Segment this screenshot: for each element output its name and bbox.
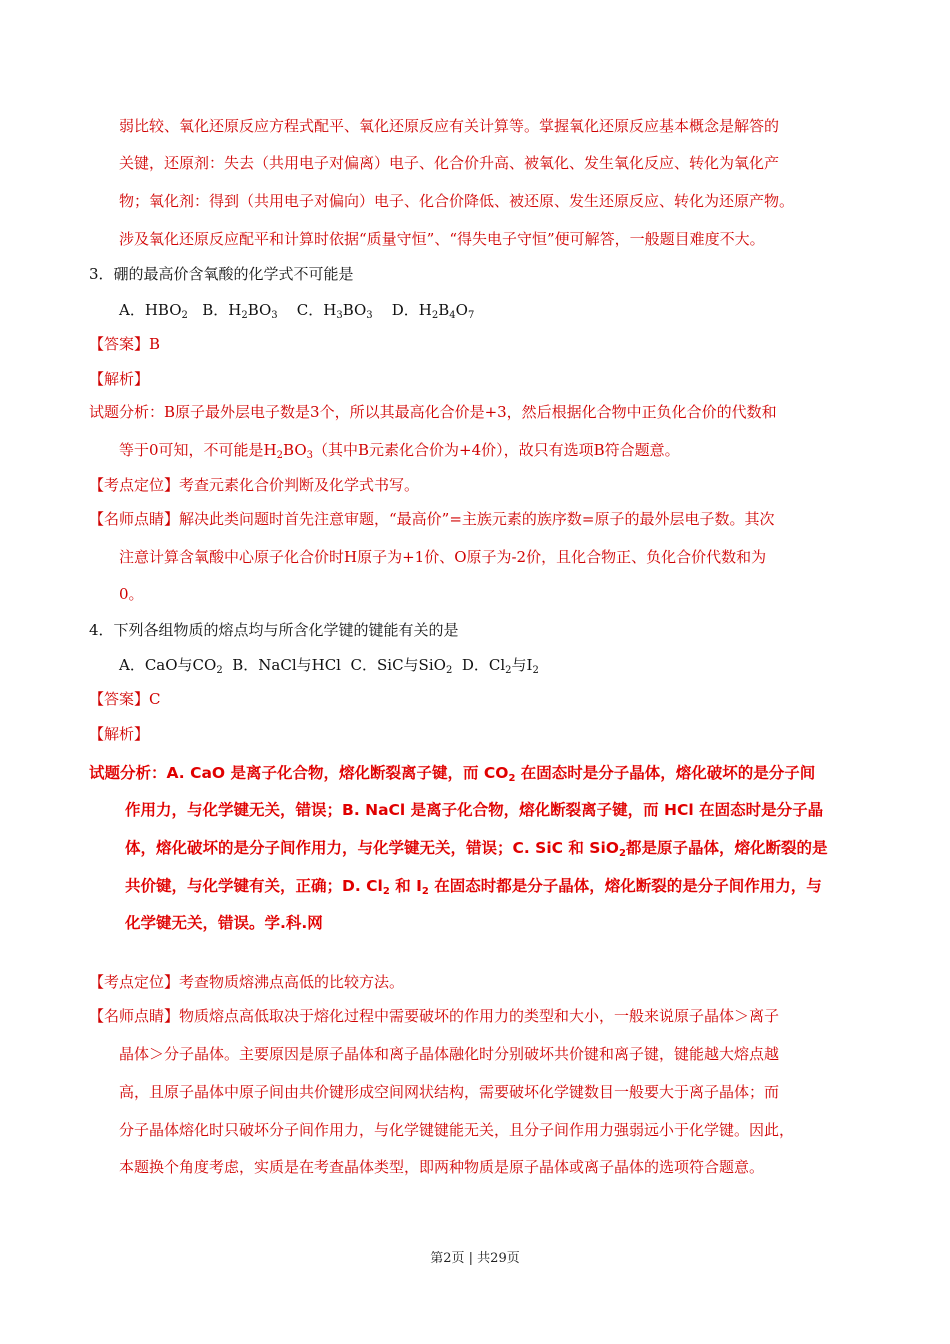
question-4-mingshi-line: 【名师点睛】物质熔点高低取决于熔化过程中需要破坏的作用力的类型和大小，一般来说原子晶体＞离子 [89, 1007, 780, 1025]
question-4-answer: 【答案】C [89, 690, 161, 708]
question-4-analysis-line: 试题分析：A. CaO 是离子化合物，熔化断裂离子键，而 $CO_2$ 在固态时是分子晶体，熔化破坏的是分子间 [89, 764, 816, 784]
question-3-analysis-line: 试题分析：B原子最外层电子数是3个，所以其最高化合价是+3，然后根据化合物中正负化合价的代数和 [89, 403, 777, 421]
option-c: C．$H_3BO_3$ [296, 301, 373, 321]
question-4-analysis-line: 共价键，与化学键有关，正确；D. $Cl_2$ 和 $I_2$ 在固态时都是分子晶体，熔化断裂的是分子间作用力，与 [125, 877, 822, 897]
question-4-analysis-line: 化学键无关，错误。学.科.网 [125, 914, 323, 932]
prev-explanation-line: 涉及氧化还原反应配平和计算时依据“质量守恒”、“得失电子守恒”便可解答，一般题目难度不大。 [119, 230, 765, 248]
prev-explanation-line: 弱比较、氧化还原反应方程式配平、氧化还原反应有关计算等。掌握氧化还原反应基本概念是解答的 [119, 117, 780, 135]
question-4-analysis-line: 体，熔化破坏的是分子间作用力，与化学键无关，错误；C. SiC 和 SiO$_2$都是原子晶体，熔化断裂的是 [125, 839, 828, 859]
question-3-options [119, 300, 474, 320]
question-3-analysis-line: 等于0可知，不可能是$H_2BO_3$（其中B元素化合价为+4价），故只有选项B符合题意。 [119, 441, 680, 461]
question-4-analysis-label: 【解析】 [89, 725, 150, 743]
question-3-mingshi-line: 注意计算含氧酸中心原子化合价时H原子为+1价、O原子为-2价，且化合物正、负化合价代数和为 [119, 548, 767, 566]
question-4-mingshi-line: 高，且原子晶体中原子间由共价键形成空间网状结构，需要破坏化学键数目一般要大于离子晶体；而 [119, 1083, 780, 1101]
question-3-mingshi-line: 0。 [119, 585, 144, 603]
question-3-answer: 【答案】B [89, 335, 161, 353]
question-4-mingshi-line: 本题换个角度考虑，实质是在考查晶体类型，即两种物质是原子晶体或离子晶体的选项符合题意。 [119, 1158, 765, 1176]
question-3-analysis-label: 【解析】 [89, 370, 150, 388]
page-footer: 第2页 | 共29页 [430, 1251, 520, 1266]
question-4-stem: 4．下列各组物质的熔点均与所含化学键的键能有关的是 [89, 621, 459, 639]
question-4-options [119, 655, 539, 675]
question-3-mingshi-line: 【名师点睛】解决此类问题时首先注意审题，“最高价”=主族元素的族序数=原子的最外层电子数。其次 [89, 510, 775, 528]
option-b: B．NaCl与HCl [232, 656, 341, 674]
question-3-stem: 3．硼的最高价含氧酸的化学式不可能是 [89, 265, 354, 283]
question-3-kaodian: 【考点定位】考查元素化合价判断及化学式书写。 [89, 476, 420, 494]
question-4-mingshi-line: 分子晶体熔化时只破坏分子间作用力，与化学键键能无关，且分子间作用力强弱远小于化学键。因此， [119, 1121, 795, 1139]
option-d: D．$H_2B_4O_7$ [391, 301, 475, 321]
question-4-mingshi-line: 晶体＞分子晶体。主要原因是原子晶体和离子晶体融化时分别破坏共价键和离子键，键能越大熔点越 [119, 1045, 780, 1063]
option-b: B．$H_2BO_3$ [202, 301, 278, 321]
option-d: D．$Cl_2$与$I_2$ [461, 656, 539, 676]
option-a: A．CaO与$CO_2$ [119, 656, 223, 676]
question-4-analysis-line: 作用力，与化学键无关，错误；B. NaCl 是离子化合物，熔化断裂离子键，而 HCl 在固态时是分子晶 [125, 801, 824, 819]
question-4-kaodian: 【考点定位】考查物质熔沸点高低的比较方法。 [89, 973, 405, 991]
option-c: C．SiC与SiO$_2$ [350, 656, 453, 676]
option-a: A．$HBO_2$ [119, 301, 188, 321]
prev-explanation-line: 物；氧化剂：得到（共用电子对偏向）电子、化合价降低、被还原、发生还原反应、转化为还原产物。 [119, 192, 795, 210]
prev-explanation-line: 关键，还原剂：失去（共用电子对偏离）电子、化合价升高、被氧化、发生氧化反应、转化为氧化产 [119, 154, 780, 172]
